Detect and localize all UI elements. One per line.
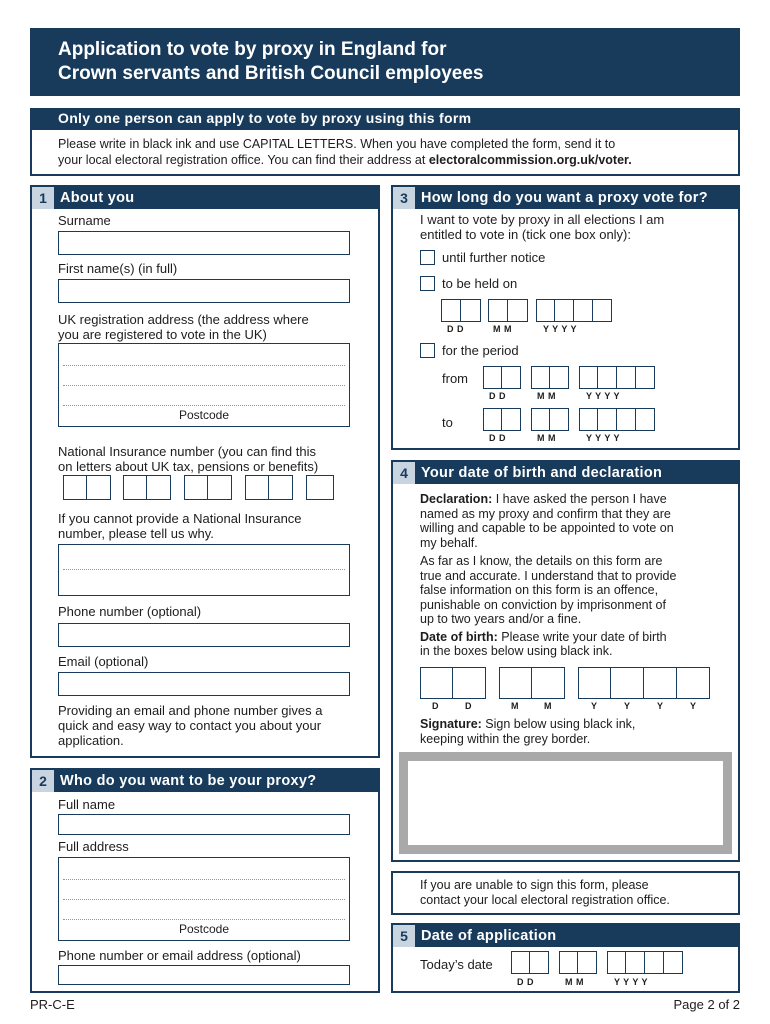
from-month	[531, 366, 569, 389]
date-digit-box[interactable]	[626, 951, 645, 974]
dob-line1-text: Please write your date of birth	[497, 629, 667, 644]
date-digit-box[interactable]	[579, 366, 598, 389]
ni-group-4	[245, 475, 293, 500]
to-year	[579, 408, 655, 431]
ni-char-box[interactable]	[147, 475, 171, 500]
address-label-line1: UK registration address (the address where	[58, 312, 309, 327]
intro-heading: Only one person can apply to vote by proxy using this form	[30, 108, 740, 128]
knowledge-line3: false information on this form is an offence,	[420, 583, 659, 597]
ni-char-box[interactable]	[208, 475, 232, 500]
section5-title: Date of application	[421, 928, 557, 944]
signature-heading: Signature:	[420, 717, 482, 731]
reason-line	[63, 545, 345, 570]
section2-header	[32, 770, 378, 792]
section1-number: 1	[32, 187, 54, 209]
from-yyyy-caption: Y Y Y Y	[586, 391, 621, 401]
to-mm-caption: M M	[537, 433, 556, 443]
today-year	[607, 951, 683, 974]
declaration-line1-text: I have asked the person I have	[492, 492, 667, 506]
no-ni-line1: If you cannot provide a National Insurance	[58, 511, 302, 526]
surname-input[interactable]	[58, 231, 350, 255]
declaration-text	[420, 492, 720, 659]
to-be-held-on-checkbox[interactable]	[420, 276, 435, 291]
email-label: Email (optional)	[58, 654, 149, 669]
held-on-day	[441, 299, 481, 322]
signature-line1	[420, 717, 635, 732]
date-digit-box[interactable]	[531, 366, 550, 389]
phone-input[interactable]	[58, 623, 350, 647]
proxy-full-name-input[interactable]	[58, 814, 350, 835]
dob-y4-caption: Y	[690, 701, 697, 711]
date-digit-box[interactable]	[598, 366, 617, 389]
declaration-line4: my behalf.	[420, 535, 478, 550]
section4-header	[393, 462, 738, 484]
contact-note-line2: quick and easy way to contact you about your	[58, 718, 322, 733]
ni-group-3	[184, 475, 232, 500]
dob-m2-caption: M	[544, 701, 552, 711]
declaration-line1	[420, 492, 720, 507]
no-ni-label	[58, 511, 302, 541]
date-digit-box[interactable]	[636, 366, 655, 389]
dob-y1-caption: Y	[591, 701, 598, 711]
proxy-address-input[interactable]	[58, 857, 350, 941]
section3-intro	[420, 212, 664, 242]
from-day	[483, 366, 521, 389]
intro-text-line2	[58, 152, 712, 168]
signature-line2: keeping within the grey border.	[420, 732, 591, 746]
dob-d1-caption: D	[432, 701, 439, 711]
from-mm-caption: M M	[537, 391, 556, 401]
page-number: Page 2 of 2	[673, 997, 740, 1012]
dob-digit-box[interactable]	[499, 667, 532, 699]
knowledge-line5: up to two years and/or a fine.	[420, 612, 582, 626]
uk-address-input[interactable]	[58, 343, 350, 427]
dob-line1	[420, 630, 720, 645]
electoral-commission-link[interactable]: electoralcommission.org.uk/voter.	[428, 153, 632, 167]
phone-label: Phone number (optional)	[58, 604, 202, 619]
address-line	[63, 366, 345, 386]
to-label: to	[442, 415, 453, 430]
to-be-held-on-label: to be held on	[442, 276, 518, 291]
ni-char-box[interactable]	[269, 475, 293, 500]
date-digit-box[interactable]	[574, 299, 593, 322]
date-digit-box[interactable]	[441, 299, 461, 322]
from-label: from	[442, 371, 468, 386]
held-on-yyyy-caption: Y Y Y Y	[543, 324, 578, 334]
knowledge-line4: punishable on conviction by imprisonment of	[420, 597, 666, 612]
section1-title: About you	[60, 190, 135, 206]
today-month	[559, 951, 597, 974]
dob-y2-caption: Y	[624, 701, 631, 711]
ni-label-line1: National Insurance number (you can find this	[58, 444, 316, 459]
dob-month	[499, 667, 565, 699]
today-day	[511, 951, 549, 974]
ni-char-box[interactable]	[245, 475, 269, 500]
knowledge-line2: true and accurate. I understand that to provide	[420, 568, 677, 583]
section1-header	[32, 187, 378, 209]
date-digit-box[interactable]	[664, 951, 683, 974]
ni-label-line2: on letters about UK tax, pensions or benefits)	[58, 459, 319, 474]
dob-digit-box[interactable]	[420, 667, 453, 699]
proxy-postcode-label: Postcode	[178, 922, 230, 936]
section3-title: How long do you want a proxy vote for?	[421, 190, 708, 206]
postcode-label: Postcode	[178, 408, 230, 422]
dob-line2: in the boxes below using black ink.	[420, 644, 613, 658]
date-digit-box[interactable]	[555, 299, 574, 322]
ni-group-2	[123, 475, 171, 500]
date-digit-box[interactable]	[617, 366, 636, 389]
dob-digit-box[interactable]	[578, 667, 611, 699]
proxy-address-label: Full address	[58, 839, 129, 854]
dob-digit-box[interactable]	[611, 667, 644, 699]
address-line	[63, 344, 345, 366]
no-ni-reason-input[interactable]	[58, 544, 350, 596]
to-month	[531, 408, 569, 431]
dob-m1-caption: M	[511, 701, 519, 711]
held-on-year	[536, 299, 612, 322]
declaration-line2: named as my proxy and confirm that they are	[420, 506, 671, 521]
surname-label: Surname	[58, 213, 111, 228]
dob-d2-caption: D	[465, 701, 472, 711]
to-yyyy-caption: Y Y Y Y	[586, 433, 621, 443]
unable-to-sign-note	[391, 871, 740, 915]
ni-char-box[interactable]	[87, 475, 111, 500]
dob-year	[578, 667, 710, 699]
for-the-period-label: for the period	[442, 343, 519, 358]
held-on-mm-caption: M M	[493, 324, 512, 334]
date-digit-box[interactable]	[483, 408, 502, 431]
date-digit-box[interactable]	[530, 951, 549, 974]
date-digit-box[interactable]	[550, 366, 569, 389]
to-day	[483, 408, 521, 431]
dob-heading: Date of birth:	[420, 629, 498, 644]
section5-number: 5	[393, 925, 415, 947]
date-digit-box[interactable]	[598, 408, 617, 431]
to-dd-caption: D D	[489, 433, 506, 443]
date-digit-box[interactable]	[483, 366, 502, 389]
date-digit-box[interactable]	[559, 951, 578, 974]
date-digit-box[interactable]	[531, 408, 550, 431]
address-line	[63, 386, 345, 406]
date-digit-box[interactable]	[579, 408, 598, 431]
first-name-label: First name(s) (in full)	[58, 261, 178, 276]
form-code: PR-C-E	[30, 997, 75, 1012]
date-digit-box[interactable]	[502, 408, 521, 431]
date-digit-box[interactable]	[536, 299, 555, 322]
date-digit-box[interactable]	[645, 951, 664, 974]
dob-digit-box[interactable]	[644, 667, 677, 699]
dob-digit-box[interactable]	[677, 667, 710, 699]
held-on-month	[488, 299, 528, 322]
contact-note-line1: Providing an email and phone number gives a	[58, 703, 323, 718]
section2-title: Who do you want to be your proxy?	[60, 773, 317, 789]
section3-number: 3	[393, 187, 415, 209]
intro-text-prefix: your local electoral registration office. You can find their address at	[58, 153, 429, 167]
first-name-input[interactable]	[58, 279, 350, 303]
ni-char-box[interactable]	[123, 475, 147, 500]
declaration-heading: Declaration:	[420, 492, 493, 506]
date-digit-box[interactable]	[607, 951, 626, 974]
signature-line1-text: Sign below using black ink,	[481, 717, 636, 731]
for-the-period-checkbox[interactable]	[420, 343, 435, 358]
section3-header	[393, 187, 738, 209]
section4-number: 4	[393, 462, 415, 484]
address-line	[63, 858, 345, 880]
today-yyyy-caption: Y Y Y Y	[614, 977, 649, 987]
email-input[interactable]	[58, 672, 350, 696]
dob-day	[420, 667, 486, 699]
dob-digit-box[interactable]	[532, 667, 565, 699]
held-on-dd-caption: D D	[447, 324, 464, 334]
section3-intro-line1: I want to vote by proxy in all elections I am	[420, 212, 665, 227]
ni-char-box[interactable]	[184, 475, 208, 500]
date-digit-box[interactable]	[502, 366, 521, 389]
from-year	[579, 366, 655, 389]
proxy-contact-label: Phone number or email address (optional)	[58, 948, 301, 963]
dob-y3-caption: Y	[657, 701, 664, 711]
dob-digit-box[interactable]	[453, 667, 486, 699]
section5-header	[393, 925, 738, 947]
ni-char-box[interactable]	[63, 475, 87, 500]
contact-note-line3: application.	[58, 733, 124, 748]
section3-intro-line2: entitled to vote in (tick one box only):	[420, 227, 632, 242]
declaration-line3: willing and capable to be appointed to vote on	[420, 521, 674, 535]
date-digit-box[interactable]	[578, 951, 597, 974]
section2-number: 2	[32, 770, 54, 792]
date-digit-box[interactable]	[550, 408, 569, 431]
address-line	[63, 880, 345, 900]
proxy-full-name-label: Full name	[58, 797, 116, 812]
ni-group-5	[306, 475, 334, 500]
intro-box	[30, 128, 740, 176]
no-ni-line2: number, please tell us why.	[58, 526, 214, 541]
form-title-line1: Application to vote by proxy in England for	[58, 39, 447, 60]
address-label	[58, 312, 309, 342]
ni-char-box[interactable]	[306, 475, 334, 500]
signature-instructions	[420, 717, 635, 747]
from-dd-caption: D D	[489, 391, 506, 401]
date-digit-box[interactable]	[508, 299, 528, 322]
todays-date-label: Today’s date	[420, 957, 493, 972]
ni-group-1	[63, 475, 111, 500]
unable-line1: If you are unable to sign this form, please	[420, 878, 649, 892]
signature-border	[399, 752, 732, 854]
address-label-line2: you are registered to vote in the UK)	[58, 327, 267, 342]
today-mm-caption: M M	[565, 977, 584, 987]
section4-title: Your date of birth and declaration	[421, 465, 663, 481]
proxy-contact-input[interactable]	[58, 965, 350, 985]
unable-line2: contact your local electoral registration office.	[420, 893, 670, 907]
today-dd-caption: D D	[517, 977, 534, 987]
signature-area[interactable]	[408, 761, 723, 845]
date-digit-box[interactable]	[488, 299, 508, 322]
form-title-bar	[30, 28, 740, 96]
date-digit-box[interactable]	[511, 951, 530, 974]
date-digit-box[interactable]	[593, 299, 612, 322]
contact-note	[58, 703, 323, 748]
date-digit-box[interactable]	[461, 299, 481, 322]
address-line	[63, 900, 345, 920]
ni-label	[58, 444, 318, 474]
form-title-line2: Crown servants and British Council employees	[58, 63, 484, 84]
date-digit-box[interactable]	[617, 408, 636, 431]
date-digit-box[interactable]	[636, 408, 655, 431]
until-further-notice-checkbox[interactable]	[420, 250, 435, 265]
knowledge-line1: As far as I know, the details on this form are	[420, 554, 663, 568]
until-further-notice-label: until further notice	[442, 250, 546, 265]
intro-text-line1: Please write in black ink and use CAPITAL LETTERS. When you have completed the form, send it to	[58, 137, 616, 151]
